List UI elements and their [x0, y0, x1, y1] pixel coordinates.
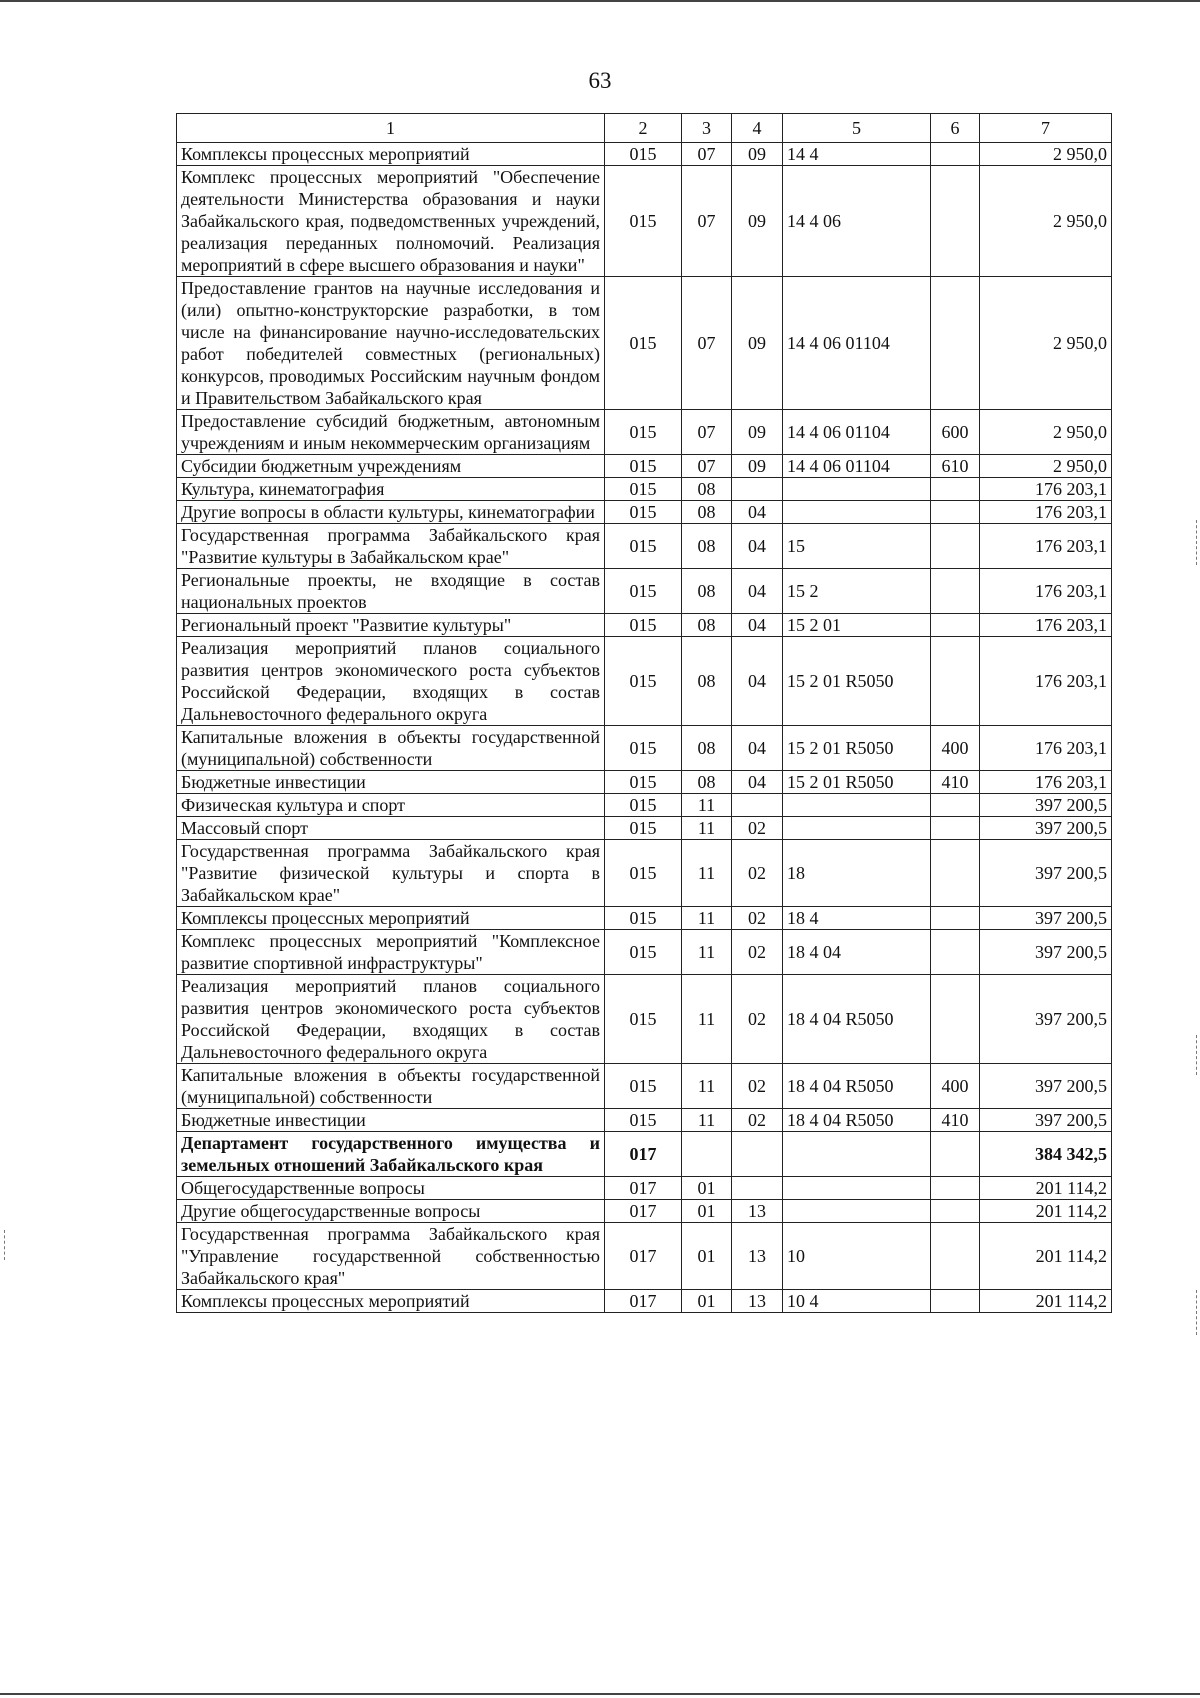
ministry-code-cell: 015 — [605, 1064, 682, 1109]
ministry-code-cell: 015 — [605, 930, 682, 975]
subsection-code-cell: 13 — [732, 1200, 783, 1223]
subsection-code-cell: 04 — [732, 524, 783, 569]
subsection-code-cell: 02 — [732, 817, 783, 840]
expense-type-cell: 410 — [931, 771, 980, 794]
section-code-cell: 08 — [682, 524, 732, 569]
expense-type-cell — [931, 1290, 980, 1313]
row-name-cell: Субсидии бюджетным учреждениям — [177, 455, 605, 478]
ministry-code-cell: 015 — [605, 524, 682, 569]
subsection-code-cell: 13 — [732, 1290, 783, 1313]
subsection-code-cell — [732, 1132, 783, 1177]
row-name-cell: Государственная программа Забайкальского края "Управление государственной собственностью Забайкальского края" — [177, 1223, 605, 1290]
target-article-cell: 18 4 — [783, 907, 931, 930]
target-article-cell: 18 — [783, 840, 931, 907]
subsection-code-cell: 02 — [732, 907, 783, 930]
section-code-cell: 11 — [682, 840, 732, 907]
column-header: 3 — [682, 114, 732, 143]
target-article-cell: 10 4 — [783, 1290, 931, 1313]
section-code-cell: 08 — [682, 726, 732, 771]
ministry-code-cell: 017 — [605, 1290, 682, 1313]
scan-margin-mark — [1196, 1035, 1197, 1075]
section-code-cell: 11 — [682, 975, 732, 1064]
table-body — [177, 143, 1112, 1313]
amount-cell: 176 203,1 — [980, 614, 1112, 637]
table-row — [177, 166, 1112, 277]
amount-cell: 2 950,0 — [980, 166, 1112, 277]
expense-type-cell — [931, 1177, 980, 1200]
row-name-cell: Комплексы процессных мероприятий — [177, 1290, 605, 1313]
section-code-cell: 01 — [682, 1177, 732, 1200]
expense-type-cell — [931, 524, 980, 569]
ministry-code-cell: 015 — [605, 817, 682, 840]
ministry-code-cell: 015 — [605, 410, 682, 455]
ministry-code-cell: 015 — [605, 1109, 682, 1132]
table-row — [177, 524, 1112, 569]
subsection-code-cell: 04 — [732, 771, 783, 794]
table-header-row — [177, 114, 1112, 143]
subsection-code-cell: 04 — [732, 726, 783, 771]
row-name-cell: Региональные проекты, не входящие в состав национальных проектов — [177, 569, 605, 614]
row-name-cell: Другие вопросы в области культуры, кинематографии — [177, 501, 605, 524]
section-code-cell: 07 — [682, 143, 732, 166]
subsection-code-cell: 02 — [732, 1064, 783, 1109]
section-code-cell: 07 — [682, 166, 732, 277]
target-article-cell — [783, 501, 931, 524]
expense-type-cell — [931, 569, 980, 614]
ministry-code-cell: 017 — [605, 1177, 682, 1200]
section-code-cell: 11 — [682, 930, 732, 975]
expense-type-cell — [931, 1132, 980, 1177]
table-row — [177, 907, 1112, 930]
expense-type-cell: 410 — [931, 1109, 980, 1132]
amount-cell: 397 200,5 — [980, 794, 1112, 817]
row-name-cell: Бюджетные инвестиции — [177, 771, 605, 794]
section-code-cell: 08 — [682, 771, 732, 794]
table-row — [177, 1177, 1112, 1200]
subsection-code-cell — [732, 794, 783, 817]
subsection-code-cell: 09 — [732, 166, 783, 277]
amount-cell: 384 342,5 — [980, 1132, 1112, 1177]
section-code-cell: 07 — [682, 455, 732, 478]
ministry-code-cell: 015 — [605, 455, 682, 478]
row-name-cell: Реализация мероприятий планов социального развития центров экономического роста субъектов Российской Федерации, входящих в состав Дальневосточного федерального округа — [177, 637, 605, 726]
row-name-cell: Региональный проект "Развитие культуры" — [177, 614, 605, 637]
row-name-cell: Комплексы процессных мероприятий — [177, 143, 605, 166]
scan-top-edge — [0, 0, 1200, 2]
ministry-code-cell: 015 — [605, 277, 682, 410]
target-article-cell — [783, 1200, 931, 1223]
amount-cell: 201 114,2 — [980, 1290, 1112, 1313]
amount-cell: 176 203,1 — [980, 478, 1112, 501]
ministry-code-cell: 017 — [605, 1223, 682, 1290]
table-row — [177, 410, 1112, 455]
row-name-cell: Предоставление субсидий бюджетным, автономным учреждениям и иным некоммерческим организациям — [177, 410, 605, 455]
table-row — [177, 501, 1112, 524]
target-article-cell: 15 2 01 R5050 — [783, 637, 931, 726]
table-row — [177, 277, 1112, 410]
expense-type-cell — [931, 501, 980, 524]
ministry-code-cell: 015 — [605, 794, 682, 817]
row-name-cell: Департамент государственного имущества и земельных отношений Забайкальского края — [177, 1132, 605, 1177]
subsection-code-cell: 09 — [732, 455, 783, 478]
row-name-cell: Бюджетные инвестиции — [177, 1109, 605, 1132]
amount-cell: 2 950,0 — [980, 143, 1112, 166]
column-header: 4 — [732, 114, 783, 143]
subsection-code-cell: 02 — [732, 840, 783, 907]
target-article-cell — [783, 1132, 931, 1177]
table-row — [177, 975, 1112, 1064]
column-header: 1 — [177, 114, 605, 143]
ministry-code-cell: 015 — [605, 478, 682, 501]
table-row — [177, 1290, 1112, 1313]
section-code-cell: 07 — [682, 277, 732, 410]
subsection-code-cell: 13 — [732, 1223, 783, 1290]
row-name-cell: Комплексы процессных мероприятий — [177, 907, 605, 930]
row-name-cell: Массовый спорт — [177, 817, 605, 840]
subsection-code-cell: 02 — [732, 930, 783, 975]
amount-cell: 397 200,5 — [980, 1109, 1112, 1132]
expense-type-cell: 400 — [931, 726, 980, 771]
amount-cell: 176 203,1 — [980, 524, 1112, 569]
section-code-cell: 11 — [682, 1109, 732, 1132]
section-code-cell: 08 — [682, 637, 732, 726]
column-header: 5 — [783, 114, 931, 143]
table-row — [177, 478, 1112, 501]
table-row — [177, 1109, 1112, 1132]
table-row — [177, 1132, 1112, 1177]
target-article-cell: 18 4 04 R5050 — [783, 1064, 931, 1109]
target-article-cell — [783, 478, 931, 501]
target-article-cell: 14 4 06 — [783, 166, 931, 277]
expense-type-cell: 610 — [931, 455, 980, 478]
table-row — [177, 614, 1112, 637]
section-code-cell: 01 — [682, 1290, 732, 1313]
subsection-code-cell: 09 — [732, 410, 783, 455]
amount-cell: 397 200,5 — [980, 930, 1112, 975]
section-code-cell: 11 — [682, 1064, 732, 1109]
amount-cell: 397 200,5 — [980, 840, 1112, 907]
expense-type-cell: 400 — [931, 1064, 980, 1109]
amount-cell: 176 203,1 — [980, 771, 1112, 794]
ministry-code-cell: 015 — [605, 637, 682, 726]
section-code-cell: 07 — [682, 410, 732, 455]
subsection-code-cell — [732, 1177, 783, 1200]
table-row — [177, 1200, 1112, 1223]
expense-type-cell — [931, 143, 980, 166]
amount-cell: 176 203,1 — [980, 637, 1112, 726]
section-code-cell: 08 — [682, 614, 732, 637]
table-row — [177, 771, 1112, 794]
scan-margin-mark — [1196, 1290, 1197, 1335]
amount-cell: 201 114,2 — [980, 1200, 1112, 1223]
target-article-cell: 10 — [783, 1223, 931, 1290]
subsection-code-cell: 02 — [732, 975, 783, 1064]
row-name-cell: Культура, кинематография — [177, 478, 605, 501]
table-row — [177, 1064, 1112, 1109]
ministry-code-cell: 015 — [605, 907, 682, 930]
target-article-cell — [783, 794, 931, 817]
row-name-cell: Реализация мероприятий планов социального развития центров экономического роста субъектов Российской Федерации, входящих в состав Дальневосточного федерального округа — [177, 975, 605, 1064]
amount-cell: 397 200,5 — [980, 1064, 1112, 1109]
target-article-cell: 15 2 01 — [783, 614, 931, 637]
section-code-cell: 01 — [682, 1223, 732, 1290]
amount-cell: 176 203,1 — [980, 501, 1112, 524]
expense-type-cell — [931, 614, 980, 637]
expense-type-cell — [931, 907, 980, 930]
amount-cell: 201 114,2 — [980, 1223, 1112, 1290]
subsection-code-cell: 09 — [732, 143, 783, 166]
row-name-cell: Комплекс процессных мероприятий "Обеспечение деятельности Министерства образования и науки Забайкальского края, подведомственных учреждений, реализация переданных полномочий. Реализация мероприятий в сфере высшего образования и науки" — [177, 166, 605, 277]
budget-table — [176, 113, 1112, 1313]
table-row — [177, 455, 1112, 478]
row-name-cell: Общегосударственные вопросы — [177, 1177, 605, 1200]
target-article-cell: 18 4 04 R5050 — [783, 975, 931, 1064]
target-article-cell: 15 2 01 R5050 — [783, 726, 931, 771]
amount-cell: 201 114,2 — [980, 1177, 1112, 1200]
amount-cell: 2 950,0 — [980, 455, 1112, 478]
target-article-cell: 18 4 04 — [783, 930, 931, 975]
subsection-code-cell: 04 — [732, 614, 783, 637]
expense-type-cell — [931, 1200, 980, 1223]
page-number: 63 — [588, 68, 612, 93]
section-code-cell: 08 — [682, 501, 732, 524]
table-row — [177, 930, 1112, 975]
table-row — [177, 143, 1112, 166]
target-article-cell: 15 2 — [783, 569, 931, 614]
table-row — [177, 569, 1112, 614]
row-name-cell: Предоставление грантов на научные исследования и (или) опытно-конструкторские разработки, в том числе на финансирование научно-исследовательских работ победителей совместных (региональных) конкурсов, проводимых Российским научным фондом и Правительством Забайкальского края — [177, 277, 605, 410]
target-article-cell: 14 4 06 01104 — [783, 455, 931, 478]
scan-margin-mark — [1196, 520, 1197, 565]
ministry-code-cell: 015 — [605, 840, 682, 907]
subsection-code-cell: 04 — [732, 569, 783, 614]
ministry-code-cell: 015 — [605, 501, 682, 524]
table-row — [177, 637, 1112, 726]
target-article-cell: 18 4 04 R5050 — [783, 1109, 931, 1132]
table-row — [177, 1223, 1112, 1290]
subsection-code-cell: 04 — [732, 501, 783, 524]
expense-type-cell — [931, 975, 980, 1064]
expense-type-cell — [931, 478, 980, 501]
subsection-code-cell — [732, 478, 783, 501]
row-name-cell: Капитальные вложения в объекты государственной (муниципальной) собственности — [177, 726, 605, 771]
ministry-code-cell: 015 — [605, 726, 682, 771]
amount-cell: 397 200,5 — [980, 975, 1112, 1064]
column-header: 7 — [980, 114, 1112, 143]
amount-cell: 397 200,5 — [980, 907, 1112, 930]
expense-type-cell — [931, 930, 980, 975]
ministry-code-cell: 015 — [605, 975, 682, 1064]
ministry-code-cell: 015 — [605, 143, 682, 166]
row-name-cell: Другие общегосударственные вопросы — [177, 1200, 605, 1223]
amount-cell: 176 203,1 — [980, 726, 1112, 771]
ministry-code-cell: 017 — [605, 1132, 682, 1177]
section-code-cell: 08 — [682, 478, 732, 501]
section-code-cell — [682, 1132, 732, 1177]
subsection-code-cell: 04 — [732, 637, 783, 726]
scan-bottom-edge — [0, 1693, 1200, 1695]
expense-type-cell — [931, 794, 980, 817]
amount-cell: 2 950,0 — [980, 277, 1112, 410]
row-name-cell: Комплекс процессных мероприятий "Комплексное развитие спортивной инфраструктуры" — [177, 930, 605, 975]
subsection-code-cell: 09 — [732, 277, 783, 410]
subsection-code-cell: 02 — [732, 1109, 783, 1132]
target-article-cell — [783, 1177, 931, 1200]
ministry-code-cell: 015 — [605, 166, 682, 277]
section-code-cell: 01 — [682, 1200, 732, 1223]
table-row — [177, 726, 1112, 771]
ministry-code-cell: 015 — [605, 771, 682, 794]
row-name-cell: Государственная программа Забайкальского края "Развитие культуры в Забайкальском крае" — [177, 524, 605, 569]
target-article-cell — [783, 817, 931, 840]
expense-type-cell — [931, 817, 980, 840]
expense-type-cell — [931, 166, 980, 277]
table-row — [177, 840, 1112, 907]
target-article-cell: 14 4 06 01104 — [783, 410, 931, 455]
amount-cell: 2 950,0 — [980, 410, 1112, 455]
expense-type-cell — [931, 637, 980, 726]
amount-cell: 397 200,5 — [980, 817, 1112, 840]
expense-type-cell — [931, 840, 980, 907]
row-name-cell: Капитальные вложения в объекты государственной (муниципальной) собственности — [177, 1064, 605, 1109]
amount-cell: 176 203,1 — [980, 569, 1112, 614]
expense-type-cell: 600 — [931, 410, 980, 455]
section-code-cell: 08 — [682, 569, 732, 614]
ministry-code-cell: 017 — [605, 1200, 682, 1223]
row-name-cell: Физическая культура и спорт — [177, 794, 605, 817]
target-article-cell: 15 2 01 R5050 — [783, 771, 931, 794]
target-article-cell: 14 4 06 01104 — [783, 277, 931, 410]
column-header: 6 — [931, 114, 980, 143]
table-row — [177, 794, 1112, 817]
section-code-cell: 11 — [682, 794, 732, 817]
section-code-cell: 11 — [682, 817, 732, 840]
table-row — [177, 817, 1112, 840]
expense-type-cell — [931, 277, 980, 410]
target-article-cell: 15 — [783, 524, 931, 569]
expense-type-cell — [931, 1223, 980, 1290]
section-code-cell: 11 — [682, 907, 732, 930]
ministry-code-cell: 015 — [605, 569, 682, 614]
ministry-code-cell: 015 — [605, 614, 682, 637]
target-article-cell: 14 4 — [783, 143, 931, 166]
row-name-cell: Государственная программа Забайкальского края "Развитие физической культуры и спорта в Забайкальском крае" — [177, 840, 605, 907]
column-header: 2 — [605, 114, 682, 143]
scan-margin-mark — [4, 1230, 5, 1260]
